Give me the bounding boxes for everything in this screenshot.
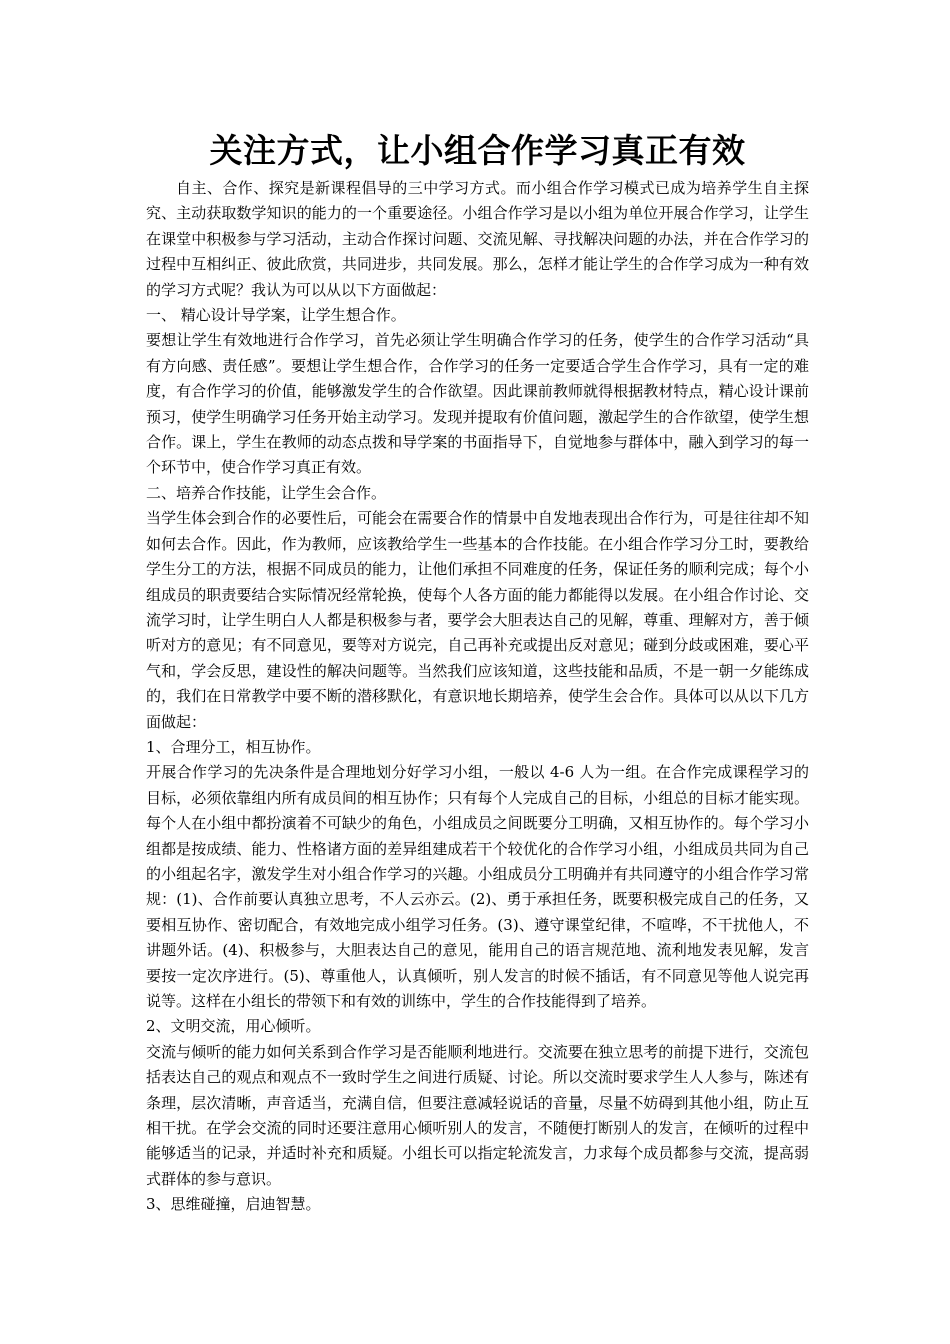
section-2-paragraph: 当学生体会到合作的必要性后，可能会在需要合作的情景中自发地表现出合作行为，可是往往却不知如何去合作。因此，作为教师，应该教给学生一些基本的合作技能。在小组合作学习分工时，要教给学生分工的方法，根据不同成员的能力，让他们承担不同难度的任务，保证任务的顺利完成；每个小组成员的职责要结合实际情况经常轮换，使每个人各方面的能力都能得以发展。在小组合作讨论、交流学习时，让学生明白人人都是积极参与者，要学会大胆表达自己的见解，尊重、理解对方，善于倾听对方的意见；有不同意见，要等对方说完，自己再补充或提出反对意见；碰到分歧或困难，要心平气和，学会反思，建设性的解决问题等。当然我们应该知道，这些技能和品质，不是一朝一夕能练成的，我们在日常教学中要不断的潜移默化，有意识地长期培养，使学生会合作。具体可以从以下几方面做起：	[146, 509, 809, 731]
subsection-heading-3: 3、思维碰撞，启迪智慧。	[146, 1195, 321, 1214]
subsection-1-paragraph: 开展合作学习的先决条件是合理地划分好学习小组，一般以 4-6 人为一组。在合作完成课程学习的目标，必须依靠组内所有成员间的相互协作；只有每个人完成自己的目标，小组总的目标才能实现。每个人在小组中都扮演着不可缺少的角色，小组成员之间既要分工明确，又相互协作的。每个学习小组都是按成绩、能力、性格诸方面的差异组建成若干个较优化的合作学习小组，小组成员共同为自己的小组起名字，激发学生对小组合作学习的兴趣。小组成员分工明确并有共同遵守的小组合作学习常规：(1)、合作前要认真独立思考，不人云亦云。(2)、勇于承担任务，既要积极完成自己的任务，又要相互协作、密切配合，有效地完成小组学习任务。(3)、遵守课堂纪律，不喧哗，不干扰他人，不讲题外话。(4)、积极参与，大胆表达自己的意见，能用自己的语言规范地、流利地发表见解，发言要按一定次序进行。(5)、尊重他人，认真倾听，别人发言的时候不插话，有不同意见等他人说完再说等。这样在小组长的带领下和有效的训练中，学生的合作技能得到了培养。	[146, 763, 809, 1010]
section-1-paragraph: 要想让学生有效地进行合作学习，首先必须让学生明确合作学习的任务，使学生的合作学习活动“具有方向感、责任感”。要想让学生想合作，合作学习的任务一定要适合学生合作学习，具有一定的难度，有合作学习的价值，能够激发学生的合作欲望。因此课前教师就得根据教材特点，精心设计课前预习，使学生明确学习任务开始主动学习。发现并提取有价值问题，激起学生的合作欲望，使学生想合作。课上，学生在教师的动态点拨和导学案的书面指导下，自觉地参与群体中，融入到学习的每一个环节中，使合作学习真正有效。	[146, 331, 809, 477]
subsection-heading-1: 1、合理分工，相互协作。	[146, 737, 321, 756]
document-page	[146, 128, 809, 1218]
document-title: 关注方式，让小组合作学习真正有效	[209, 131, 746, 170]
section-heading-2: 二、培养合作技能，让学生会合作。	[146, 483, 387, 502]
subsection-heading-2: 2、文明交流，用心倾听。	[146, 1017, 321, 1036]
subsection-2-paragraph: 交流与倾听的能力如何关系到合作学习是否能顺利地进行。交流要在独立思考的前提下进行，交流包括表达自己的观点和观点不一致时学生之间进行质疑、讨论。所以交流时要求学生人人参与，陈述有条理，层次清晰，声音适当，充满自信，但要注意减轻说话的音量，尽量不妨碍到其他小组，防止互相干扰。在学会交流的同时还要注意用心倾听别人的发言，不随便打断别人的发言，在倾听的过程中能够适当的记录，并适时补充和质疑。小组长可以指定轮流发言，力求每个成员都参与交流，提高弱式群体的参与意识。	[146, 1042, 809, 1188]
section-heading-1: 一、 精心设计导学案，让学生想合作。	[146, 306, 406, 325]
intro-paragraph: 自主、合作、探究是新课程倡导的三中学习方式。而小组合作学习模式已成为培养学生自主探究、主动获取数学知识的能力的一个重要途径。小组合作学习是以小组为单位开展合作学习，让学生在课堂中积极参与学习活动，主动合作探讨问题、交流见解、寻找解决问题的办法，并在合作学习的过程中互相纠正、彼此欣赏，共同进步，共同发展。那么，怎样才能让学生的合作学习成为一种有效的学习方式呢？我认为可以从以下方面做起：	[146, 179, 809, 299]
